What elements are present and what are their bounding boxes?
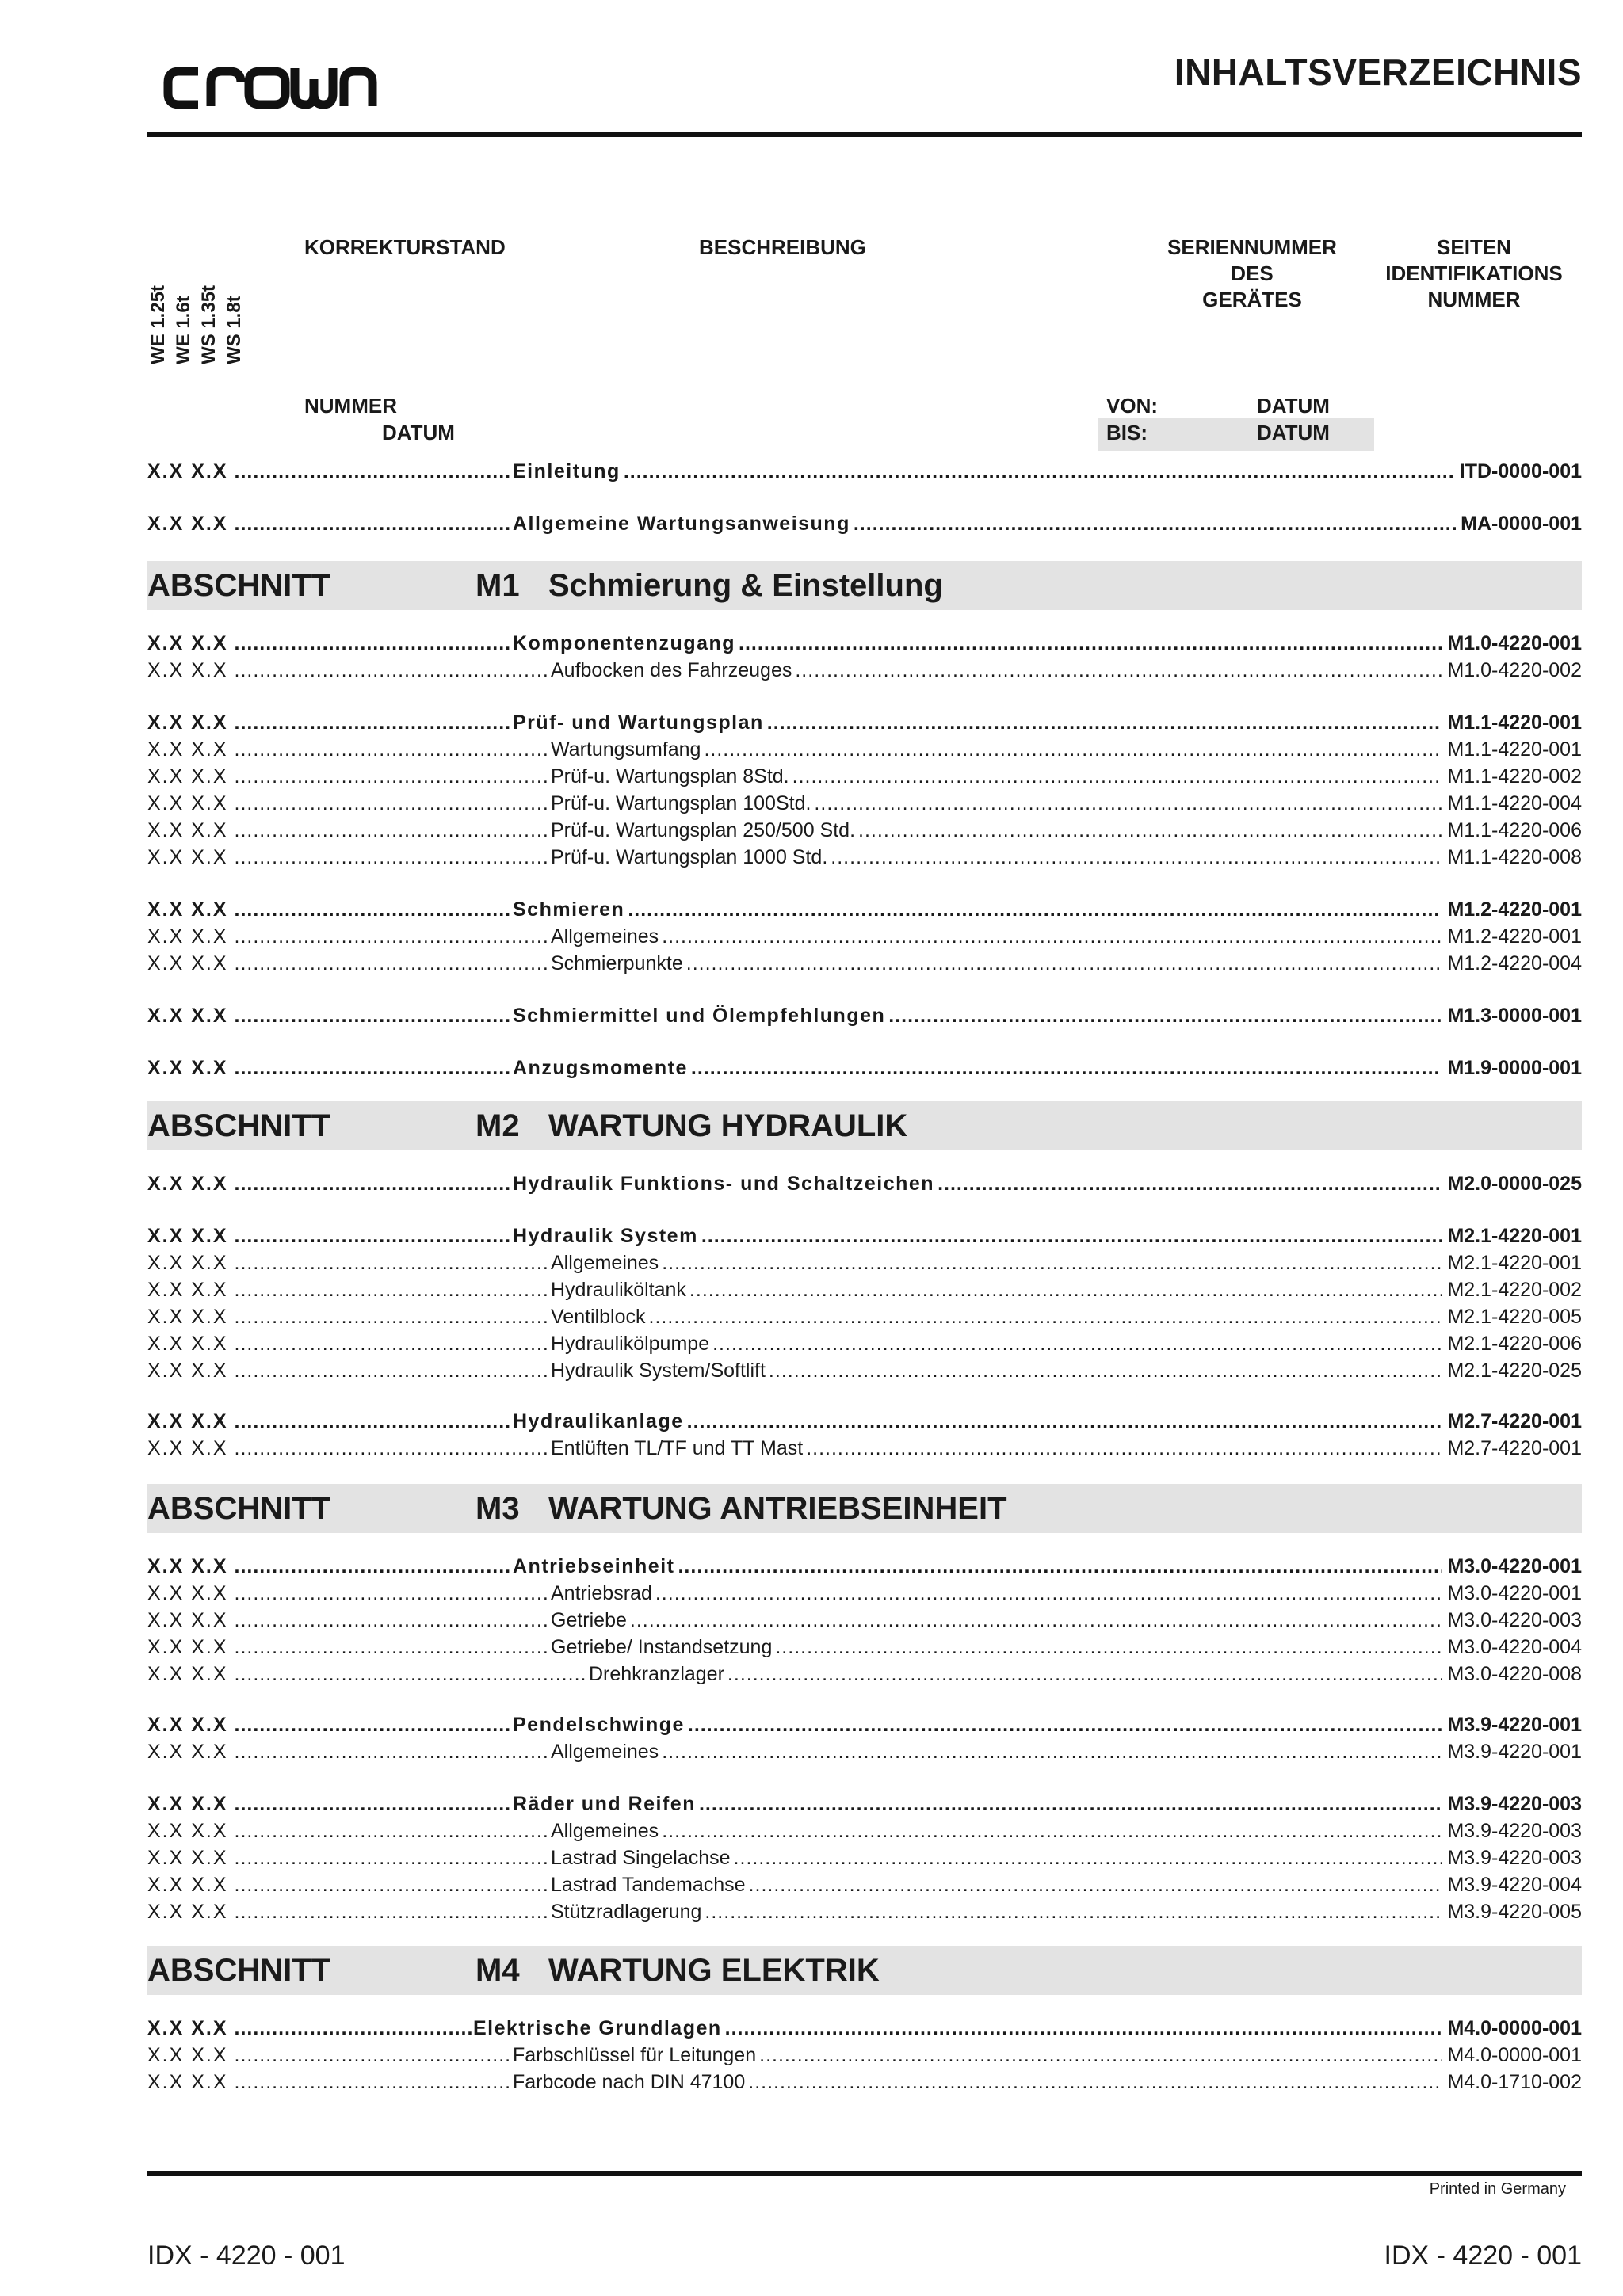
page-id: M1.1-4220-008 xyxy=(1447,846,1582,868)
section-header-m3 xyxy=(147,1484,1582,1533)
revision: X.X X.X ..... xyxy=(147,1222,512,1249)
col-seriennummer-line3: GERÄTES xyxy=(1202,288,1302,311)
toc-entry[interactable] xyxy=(147,1170,1582,1197)
entry-title: Wartungsumfang xyxy=(551,738,701,761)
toc-entry[interactable] xyxy=(147,1002,1582,1029)
entry-title: Prüf-u. Wartungsplan 250/500 Std. xyxy=(551,819,856,841)
page-id: M3.0-4220-003 xyxy=(1447,1609,1582,1631)
revision: X.X X.X ..... xyxy=(147,709,512,736)
toc-entry[interactable] xyxy=(147,1898,1582,1925)
toc-entry[interactable] xyxy=(147,736,1582,763)
entry-title: Hydraulik Funktions- und Schaltzeichen xyxy=(513,1173,935,1195)
revision: X.X X.X ..... xyxy=(147,1408,512,1435)
entry-title: Getriebe/ Instandsetzung xyxy=(551,1636,773,1658)
page-id: M2.7-4220-001 xyxy=(1447,1437,1582,1459)
col-nummer: NUMMER xyxy=(304,394,397,418)
entry-title: Farbcode nach DIN 47100 xyxy=(513,2071,746,2093)
revision: X.X X.X ..... xyxy=(147,1898,550,1925)
revision: X.X X.X ..... xyxy=(147,1330,550,1357)
toc-entry[interactable] xyxy=(147,709,1582,736)
page-id: M4.0-0000-001 xyxy=(1447,2017,1582,2039)
page-title: INHALTSVERZEICHNIS xyxy=(1174,51,1582,93)
entry-title: Antriebseinheit xyxy=(513,1555,675,1577)
toc-entry[interactable] xyxy=(147,1222,1582,1249)
revision: X.X X.X ..... xyxy=(147,1817,550,1844)
col-seriennummer-line1: SERIENNUMMER xyxy=(1167,235,1337,259)
col-seriennummer xyxy=(1141,235,1363,313)
entry-title: Hydraulik System xyxy=(513,1225,698,1247)
printed-note: Printed in Germany xyxy=(1429,2180,1566,2198)
revision: X.X X.X ..... xyxy=(147,1871,550,1898)
revision: X.X X.X ..... xyxy=(147,736,550,763)
footer-doc-id-left: IDX - 4220 - 001 xyxy=(147,2241,346,2271)
toc-entry[interactable] xyxy=(147,1303,1582,1330)
footer-doc-id-right: IDX - 4220 - 001 xyxy=(1384,2241,1582,2271)
page-id: M1.2-4220-001 xyxy=(1447,925,1582,948)
revision: X.X X.X ..... xyxy=(147,1844,550,1871)
entry-title: Allgemeines xyxy=(551,1741,659,1763)
page-id: M1.1-4220-002 xyxy=(1447,765,1582,788)
section-header-m4 xyxy=(147,1946,1582,1995)
label-von: VON: xyxy=(1106,394,1158,418)
toc-entry[interactable] xyxy=(147,1055,1582,1081)
toc-entry[interactable] xyxy=(147,1661,1582,1688)
page-id: M2.1-4220-001 xyxy=(1447,1252,1582,1274)
footer-rule xyxy=(147,2171,1582,2176)
toc-entry[interactable] xyxy=(147,657,1582,684)
page-id: M3.0-4220-004 xyxy=(1447,1636,1582,1658)
entry-title: Schmiermittel und Ölempfehlungen xyxy=(513,1005,886,1027)
revision: X.X X.X ..... xyxy=(147,1738,550,1765)
revision: X.X X.X ..... xyxy=(147,763,550,790)
entry-title: Lastrad Singelachse xyxy=(551,1847,731,1869)
crown-logo xyxy=(162,65,377,111)
page-id: M1.3-0000-001 xyxy=(1447,1005,1582,1027)
page-id: M3.0-4220-001 xyxy=(1447,1582,1582,1604)
toc-entry[interactable] xyxy=(147,896,1582,923)
entry-title: Einleitung xyxy=(513,460,621,482)
entry-title: Lastrad Tandemachse xyxy=(551,1874,746,1896)
section-code: M3 xyxy=(475,1491,520,1526)
col-seiten-line3: NUMMER xyxy=(1427,288,1521,311)
section-code: M2 xyxy=(475,1108,520,1143)
toc-entry[interactable] xyxy=(147,1791,1582,1817)
page-id: M3.0-4220-008 xyxy=(1447,1663,1582,1685)
page-id: M3.9-4220-001 xyxy=(1447,1741,1582,1763)
entry-title: Hydraulik System/Softlift xyxy=(551,1360,766,1382)
entry-title: Farbschlüssel für Leitungen xyxy=(513,2044,757,2066)
revision: X.X X.X ..... xyxy=(147,510,512,537)
toc-entry[interactable] xyxy=(147,1607,1582,1634)
model-list xyxy=(146,158,250,364)
revision: X.X X.X ..... xyxy=(147,458,512,485)
revision: X.X X.X ..... xyxy=(147,1002,512,1029)
entry-title: Antriebsrad xyxy=(551,1582,652,1604)
revision: X.X X.X ..... xyxy=(147,817,550,844)
page-id: M3.0-4220-001 xyxy=(1447,1555,1582,1577)
toc-entry[interactable] xyxy=(147,950,1582,977)
toc-entry[interactable] xyxy=(147,1276,1582,1303)
revision: X.X X.X ..... xyxy=(147,1435,550,1462)
toc-entry[interactable] xyxy=(147,790,1582,817)
col-seiten-line1: SEITEN xyxy=(1437,235,1511,259)
toc-entry[interactable] xyxy=(147,1249,1582,1276)
toc-entry[interactable] xyxy=(147,844,1582,871)
section-header-m2 xyxy=(147,1101,1582,1150)
revision: X.X X.X ..... xyxy=(147,1276,550,1303)
page-id: M2.1-4220-025 xyxy=(1447,1360,1582,1382)
page-id: M2.7-4220-001 xyxy=(1447,1410,1582,1432)
section-header-m1 xyxy=(147,561,1582,610)
entry-title: Elektrische Grundlagen xyxy=(473,2017,722,2039)
page-id: M1.1-4220-006 xyxy=(1447,819,1582,841)
entry-title: Schmierpunkte xyxy=(551,952,683,974)
section-code: M1 xyxy=(475,568,520,603)
entry-title: Aufbocken des Fahrzeuges xyxy=(551,659,792,681)
revision: X.X X.X ..... xyxy=(147,1357,550,1384)
page-id: M1.1-4220-004 xyxy=(1447,792,1582,814)
revision: X.X X.X ..... xyxy=(147,2015,472,2042)
revision: X.X X.X ..... xyxy=(147,657,550,684)
entry-title: Drehkranzlager xyxy=(589,1663,724,1685)
page-id: M2.1-4220-005 xyxy=(1447,1306,1582,1328)
header-rule xyxy=(147,132,1582,137)
entry-title: Getriebe xyxy=(551,1609,627,1631)
model-item: WS 1.35t xyxy=(198,284,220,364)
page-id: ITD-0000-001 xyxy=(1459,460,1582,482)
toc-entry[interactable] xyxy=(147,1634,1582,1661)
page-id: M1.2-4220-004 xyxy=(1447,952,1582,974)
section-label: ABSCHNITT xyxy=(147,1108,331,1143)
page-id: M2.0-0000-025 xyxy=(1447,1173,1582,1195)
toc-entry[interactable] xyxy=(147,817,1582,844)
page-id: M4.0-0000-001 xyxy=(1447,2044,1582,2066)
revision: X.X X.X ..... xyxy=(147,1791,512,1817)
revision: X.X X.X ..... xyxy=(147,790,550,817)
col-korrekturstand: KORREKTURSTAND xyxy=(304,235,506,259)
entry-title: Hydrauliköltank xyxy=(551,1279,686,1301)
model-item: WS 1.8t xyxy=(223,296,245,364)
entry-title: Allgemeine Wartungsanweisung xyxy=(513,513,850,535)
toc-entry[interactable] xyxy=(147,1357,1582,1384)
entry-title: Komponentenzugang xyxy=(513,632,736,654)
revision: X.X X.X ..... xyxy=(147,1303,550,1330)
entry-title: Allgemeines xyxy=(551,1820,659,1842)
page-id: M1.0-4220-002 xyxy=(1447,659,1582,681)
entry-title: Hydraulikanlage xyxy=(513,1410,684,1432)
revision: X.X X.X ..... xyxy=(147,1634,550,1661)
section-title: WARTUNG HYDRAULIK xyxy=(548,1108,908,1143)
toc-entry[interactable] xyxy=(147,763,1582,790)
toc-entry[interactable] xyxy=(147,1553,1582,1580)
page-id: M3.9-4220-003 xyxy=(1447,1847,1582,1869)
label-bis: BIS: xyxy=(1106,421,1148,444)
revision: X.X X.X ..... xyxy=(147,950,550,977)
col-datum: DATUM xyxy=(382,421,455,444)
page-id: M1.2-4220-001 xyxy=(1447,898,1582,921)
entry-title: Schmieren xyxy=(513,898,625,921)
toc-entry[interactable] xyxy=(147,1435,1582,1462)
entry-title: Prüf-u. Wartungsplan 8Std. xyxy=(551,765,789,788)
revision: X.X X.X ..... xyxy=(147,630,512,657)
entry-title: Prüf-u. Wartungsplan 100Std. xyxy=(551,792,812,814)
revision: X.X X.X ..... xyxy=(147,1170,512,1197)
toc-entry[interactable] xyxy=(147,1580,1582,1607)
page-id: M3.9-4220-003 xyxy=(1447,1820,1582,1842)
model-item: WE 1.6t xyxy=(173,296,194,364)
entry-title: Hydraulikölpumpe xyxy=(551,1333,710,1355)
section-code: M4 xyxy=(475,1953,520,1988)
toc-entry[interactable] xyxy=(147,2069,1582,2096)
toc-entry[interactable] xyxy=(147,1408,1582,1435)
section-title: Schmierung & Einstellung xyxy=(548,568,943,603)
page-id: M3.9-4220-003 xyxy=(1447,1793,1582,1815)
crown-logo-graphic xyxy=(162,65,377,111)
revision: X.X X.X ..... xyxy=(147,1553,512,1580)
revision: X.X X.X ..... xyxy=(147,1055,512,1081)
label-bis-datum: DATUM xyxy=(1257,421,1330,444)
toc-entry[interactable] xyxy=(147,923,1582,950)
entry-title: Allgemeines xyxy=(551,925,659,948)
col-seiten-line2: IDENTIFIKATIONS xyxy=(1385,261,1563,285)
entry-title: Prüf-u. Wartungsplan 1000 Std. xyxy=(551,846,828,868)
entry-title: Pendelschwinge xyxy=(513,1714,685,1736)
page-id: M3.9-4220-005 xyxy=(1447,1901,1582,1923)
page-id: M2.1-4220-002 xyxy=(1447,1279,1582,1301)
revision: X.X X.X ..... xyxy=(147,1711,512,1738)
col-beschreibung: BESCHREIBUNG xyxy=(699,235,866,259)
toc-entry[interactable] xyxy=(147,1330,1582,1357)
entry-title: Anzugsmomente xyxy=(513,1057,688,1079)
toc-entry[interactable] xyxy=(147,1711,1582,1738)
entry-title: Stützradlagerung xyxy=(551,1901,702,1923)
toc-entry[interactable] xyxy=(147,458,1582,485)
revision: X.X X.X ..... xyxy=(147,1580,550,1607)
entry-title: Ventilblock xyxy=(551,1306,646,1328)
toc-entry[interactable] xyxy=(147,2015,1582,2042)
section-label: ABSCHNITT xyxy=(147,1491,331,1526)
section-title: WARTUNG ELEKTRIK xyxy=(548,1953,880,1988)
toc-entry[interactable] xyxy=(147,1844,1582,1871)
page-id: MA-0000-001 xyxy=(1461,513,1582,535)
revision: X.X X.X ..... xyxy=(147,923,550,950)
page-id: M3.9-4220-004 xyxy=(1447,1874,1582,1896)
revision: X.X X.X ..... xyxy=(147,2069,512,2096)
page-id: M1.1-4220-001 xyxy=(1447,711,1582,734)
label-von-datum: DATUM xyxy=(1257,394,1330,418)
toc-entry[interactable] xyxy=(147,630,1582,657)
section-title: WARTUNG ANTRIEBSEINHEIT xyxy=(548,1491,1007,1526)
section-label: ABSCHNITT xyxy=(147,568,331,603)
revision: X.X X.X ..... xyxy=(147,896,512,923)
page-id: M4.0-1710-002 xyxy=(1447,2071,1582,2093)
page-id: M1.9-0000-001 xyxy=(1447,1057,1582,1079)
revision: X.X X.X ..... xyxy=(147,844,550,871)
toc-entry[interactable] xyxy=(147,1871,1582,1898)
entry-title: Allgemeines xyxy=(551,1252,659,1274)
toc-entry[interactable] xyxy=(147,1817,1582,1844)
page-id: M1.1-4220-001 xyxy=(1447,738,1582,761)
model-item: WE 1.25t xyxy=(147,284,169,364)
page-id: M2.1-4220-006 xyxy=(1447,1333,1582,1355)
section-label: ABSCHNITT xyxy=(147,1953,331,1988)
page-id: M1.0-4220-001 xyxy=(1447,632,1582,654)
col-seriennummer-line2: DES xyxy=(1231,261,1274,285)
revision: X.X X.X ..... xyxy=(147,2042,512,2069)
col-seiten xyxy=(1371,235,1577,313)
page-id: M3.9-4220-001 xyxy=(1447,1714,1582,1736)
revision: X.X X.X ..... xyxy=(147,1249,550,1276)
toc-entry[interactable] xyxy=(147,1738,1582,1765)
entry-title: Prüf- und Wartungsplan xyxy=(513,711,764,734)
entry-title: Räder und Reifen xyxy=(513,1793,696,1815)
toc-entry[interactable] xyxy=(147,510,1582,537)
entry-title: Entlüften TL/TF und TT Mast xyxy=(551,1437,804,1459)
toc-entry[interactable] xyxy=(147,2042,1582,2069)
revision: X.X X.X ..... xyxy=(147,1661,588,1688)
revision: X.X X.X ..... xyxy=(147,1607,550,1634)
page-id: M2.1-4220-001 xyxy=(1447,1225,1582,1247)
